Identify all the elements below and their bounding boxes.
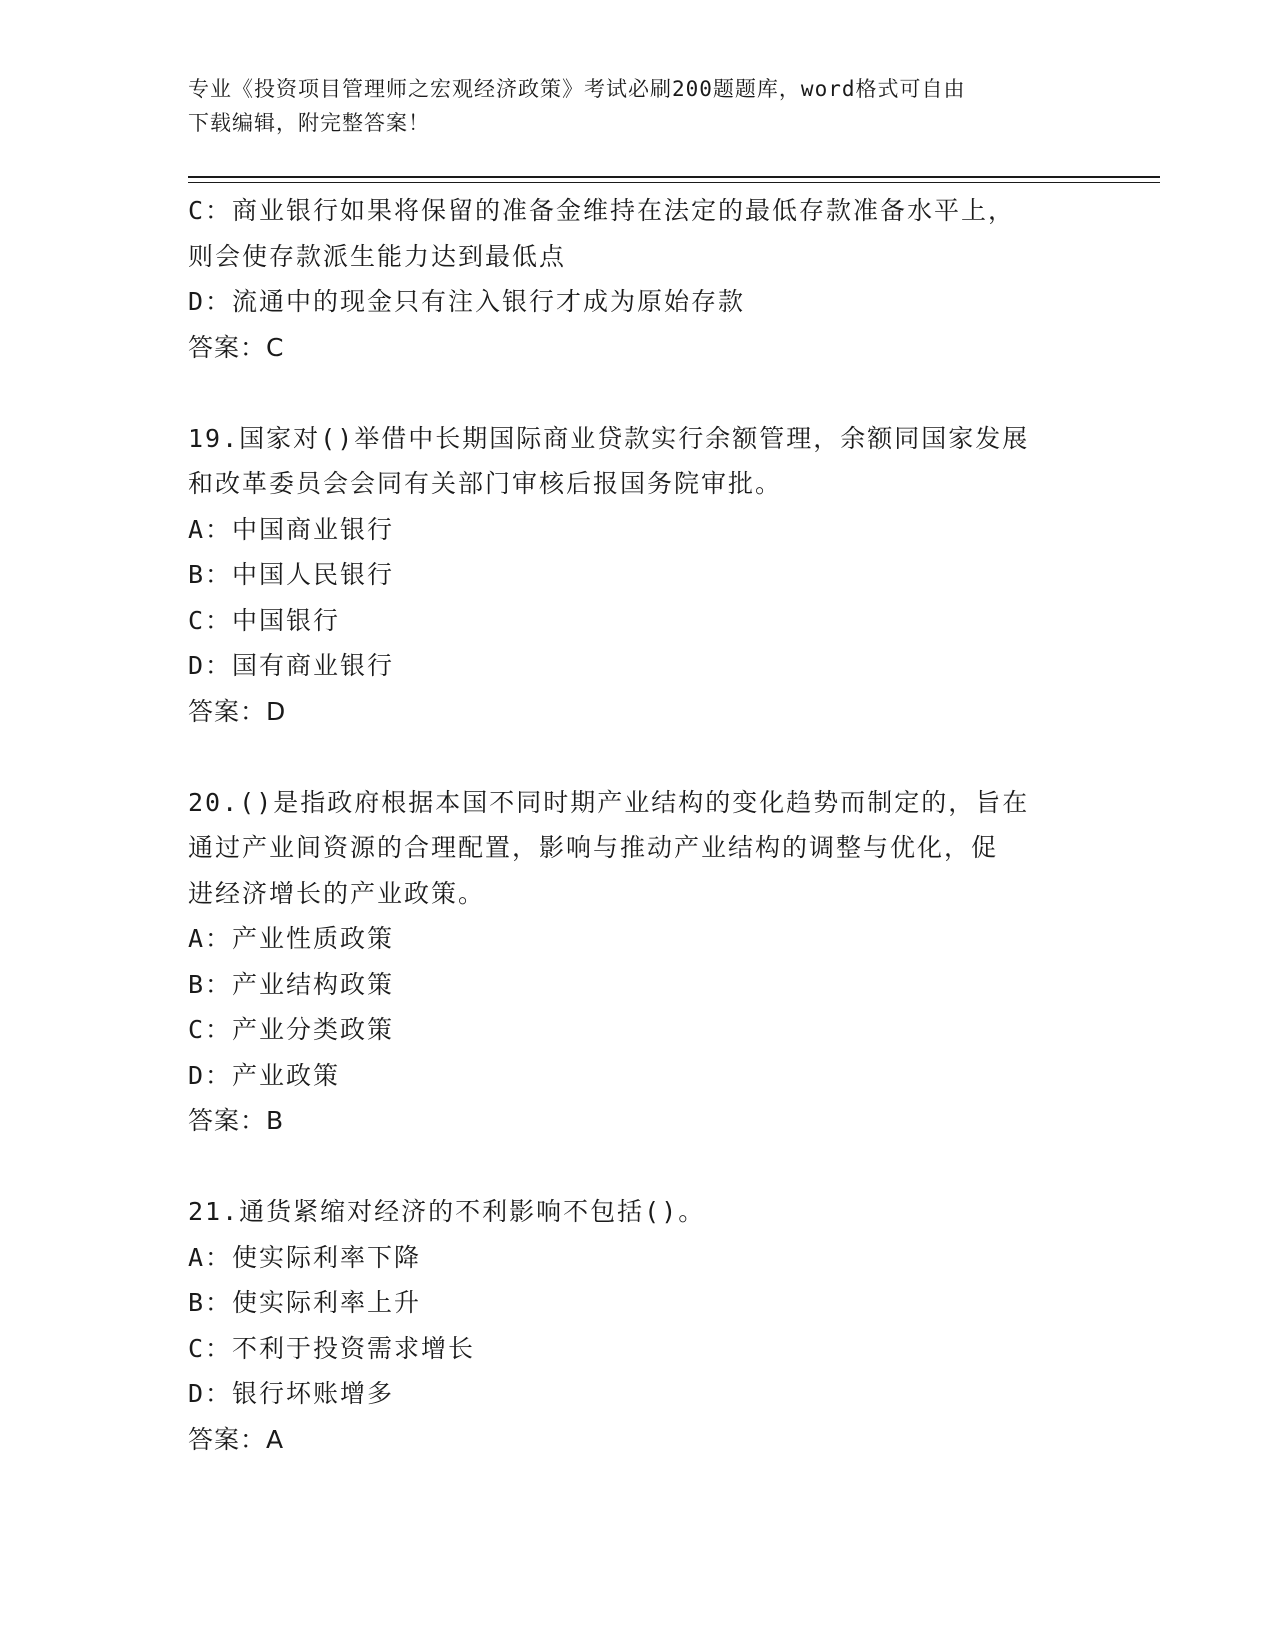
option-c-line-1: C：商业银行如果将保留的准备金维持在法定的最低存款准备水平上， <box>188 196 1016 225</box>
option-b: B：中国人民银行 <box>188 560 395 589</box>
question-18-continuation <box>188 188 1088 370</box>
option-d: D：产业政策 <box>188 1060 341 1090</box>
question-stem-line-3: 进经济增长的产业政策。 <box>188 878 486 908</box>
option-b: B：使实际利率上升 <box>188 1288 422 1317</box>
option-c: C：中国银行 <box>188 605 341 635</box>
header-title-line-1: 专业《投资项目管理师之宏观经济政策》考试必刷200题题库，word格式可自由 <box>188 77 966 101</box>
answer: 答案：D <box>188 696 287 726</box>
option-a: A：中国商业银行 <box>188 514 395 544</box>
option-c-line-2: 则会使存款派生能力达到最低点 <box>188 241 567 271</box>
spacer <box>188 734 1088 780</box>
answer: 答案：C <box>188 332 285 362</box>
option-d: D：国有商业银行 <box>188 651 395 680</box>
header-divider-thin <box>188 182 1160 183</box>
question-stem-line-1: 19.国家对()举借中长期国际商业贷款实行余额管理，余额同国家发展 <box>188 423 1030 453</box>
question-19 <box>188 416 1088 735</box>
option-a: A：产业性质政策 <box>188 924 395 953</box>
question-stem-line-1: 20.()是指政府根据本国不同时期产业结构的变化趋势而制定的，旨在 <box>188 787 1030 817</box>
option-c: C：产业分类政策 <box>188 1015 395 1044</box>
option-a: A：使实际利率下降 <box>188 1242 422 1272</box>
spacer <box>188 370 1088 416</box>
option-d: D：流通中的现金只有注入银行才成为原始存款 <box>188 287 746 316</box>
header-title-line-2: 下载编辑，附完整答案！ <box>188 111 430 135</box>
question-21 <box>188 1189 1088 1462</box>
header-divider-thick <box>188 176 1160 178</box>
option-d: D：银行坏账增多 <box>188 1379 395 1408</box>
answer: 答案：A <box>188 1424 285 1454</box>
document-header <box>188 72 1068 140</box>
question-stem-line-1: 21.通货紧缩对经济的不利影响不包括()。 <box>188 1197 706 1226</box>
question-content <box>188 188 1088 1462</box>
question-stem-line-2: 和改革委员会会同有关部门审核后报国务院审批。 <box>188 469 783 498</box>
question-stem-line-2: 通过产业间资源的合理配置，影响与推动产业结构的调整与优化，促 <box>188 833 999 862</box>
option-c: C：不利于投资需求增长 <box>188 1333 476 1363</box>
option-b: B：产业结构政策 <box>188 969 395 999</box>
question-20 <box>188 780 1088 1144</box>
answer: 答案：B <box>188 1106 285 1135</box>
spacer <box>188 1144 1088 1190</box>
